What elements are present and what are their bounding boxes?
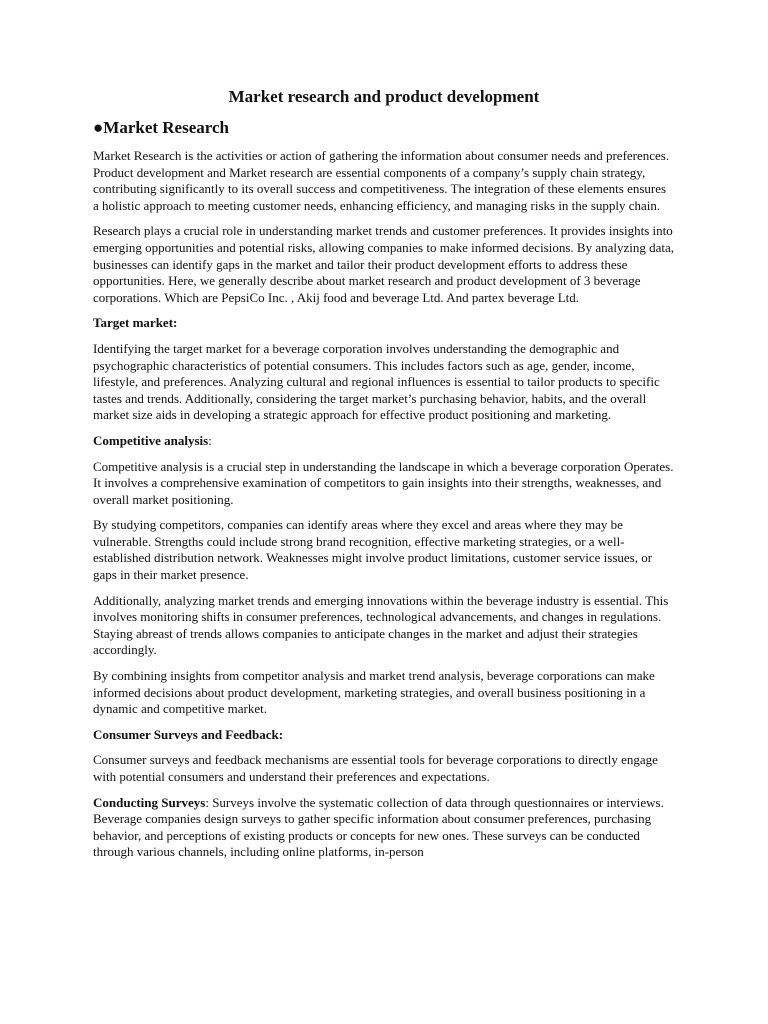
paragraph-studying-competitors: By studying competitors, companies can identify areas where they excel and areas where they may be vulnerable. Strengths could include strong brand recognition, effective marketing strategies, or a well-established distribution network. Weaknesses might involve product limitations, customer service issues, or gaps in their market presence. xyxy=(93,517,653,583)
paragraph-conducting-surveys xyxy=(93,795,675,861)
document-title: Market research and product development xyxy=(228,87,540,106)
heading-competitive-analysis: Competitive analysis xyxy=(93,432,209,448)
paragraph-competitive-analysis-intro: Competitive analysis is a crucial step in understanding the landscape in which a beverage corporation Operates. It involves a comprehensive examination of competitors to gain insights into their strengths, weaknesses, and overall market positioning. xyxy=(93,458,674,507)
paragraph-research-role: Research plays a crucial role in understanding market trends and customer preferences. It provides insights into emerging opportunities and potential risks, allowing companies to make informed decisions. By analyzing data, businesses can identify gaps in the market and tailor their product development efforts to address these opportunities. Here, we generally describe about market research and product development of 3 beverage corporations. Which are PepsiCo Inc. , Akij food and beverage Ltd. And partex beverage Ltd. xyxy=(93,223,675,305)
lead-conducting-surveys: Conducting Surveys xyxy=(93,794,206,810)
paragraph-market-research-definition: Market Research is the activities or action of gathering the information about consumer needs and preferences. Product development and Market research are essential components of a company’s supply chain strategy, contributing significantly to its overall success and competitiveness. The integration of these elements ensures a holistic approach to meeting customer needs, enhancing efficiency, and managing risks in the supply chain. xyxy=(93,148,670,213)
heading-colon: : xyxy=(208,432,212,448)
heading-competitive-analysis-line xyxy=(93,433,675,450)
heading-target-market: Target market: xyxy=(93,315,178,331)
text-conducting-surveys: : Surveys involve the systematic collection of data through questionnaires or interviews. Beverage companies design surveys to gather specific information about consumer preferences, purchasing behavior, and perceptions of existing products or concepts for new ones. These surveys can be conducted through various channels, including online platforms, in-person xyxy=(93,794,664,860)
paragraph-target-market: Identifying the target market for a beverage corporation involves understanding the demographic and psychographic characteristics of potential consumers. This includes factors such as age, gender, income, lifestyle, and preferences. Analyzing cultural and regional influences is essential to tailor products to specific tastes and trends. Additionally, considering the target market’s purchasing behavior, habits, and the overall market size aids in developing a strategic approach for effective product positioning and marketing. xyxy=(93,340,660,423)
document-page xyxy=(93,86,675,870)
paragraph-consumer-surveys: Consumer surveys and feedback mechanisms are essential tools for beverage corporations to directly engage with potential consumers and understand their preferences and expectations. xyxy=(93,752,658,784)
paragraph-combining-insights: By combining insights from competitor analysis and market trend analysis, beverage corporations can make informed decisions about product development, marketing strategies, and overall business positioning in a dynamic and competitive market. xyxy=(93,668,655,717)
paragraph-market-trends: Additionally, analyzing market trends and emerging innovations within the beverage industry is essential. This involves monitoring shifts in consumer preferences, technological advancements, and changes in regulations. Staying abreast of trends allows companies to anticipate changes in the market and adjust their strategies accordingly. xyxy=(93,592,669,658)
heading-consumer-surveys: Consumer Surveys and Feedback: xyxy=(93,726,284,742)
section-heading-market-research: ●Market Research xyxy=(93,118,229,137)
